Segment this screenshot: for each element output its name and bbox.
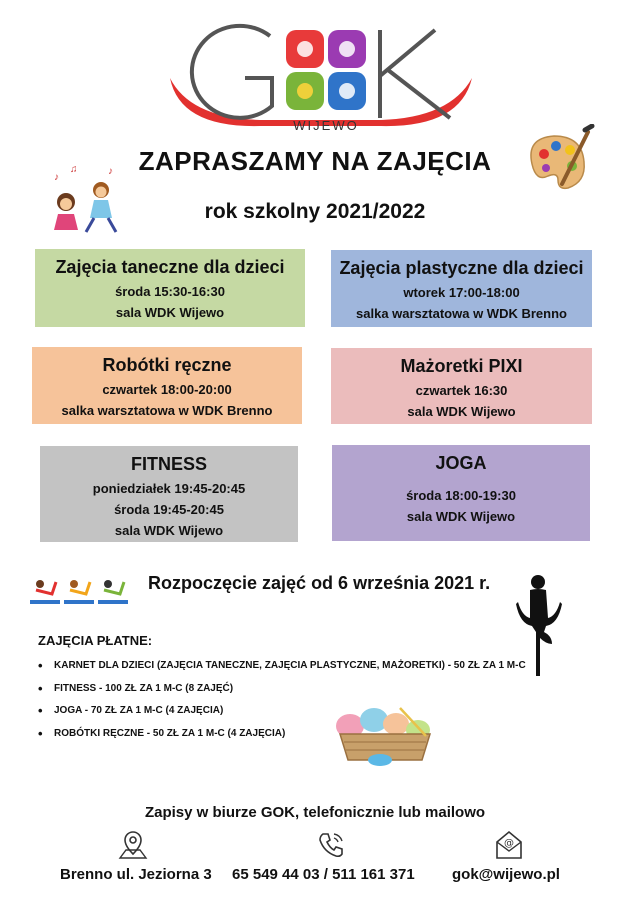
gok-logo bbox=[150, 18, 490, 133]
start-date-notice: Rozpoczęcie zajęć od 6 września 2021 r. bbox=[148, 573, 491, 593]
class-card-dance bbox=[35, 249, 305, 327]
class-place: sala WDK Wijewo bbox=[407, 404, 516, 419]
svg-text:@: @ bbox=[504, 838, 514, 849]
phone-icon bbox=[314, 828, 348, 862]
phone-number[interactable]: 65 549 44 03 / 511 161 371 bbox=[232, 866, 415, 883]
signup-info: Zapisy w biurze GOK, telefonicznie lub mailowo bbox=[144, 804, 486, 821]
logo-wordmark: WIJEWO bbox=[293, 118, 359, 133]
exercising-kids-illustration bbox=[30, 572, 130, 606]
list-item: • JOGA - 70 ZŁ ZA 1 M-C (4 ZAJĘCIA) bbox=[38, 700, 526, 723]
school-year: rok szkolny 2021/2022 bbox=[204, 200, 426, 223]
page-title: ZAPRASZAMY NA ZAJĘCIA bbox=[138, 146, 492, 176]
paid-classes-title: ZAJĘCIA PŁATNE: bbox=[38, 633, 153, 648]
address: Brenno ul. Jeziorna 3 bbox=[60, 866, 212, 883]
class-time: środa 15:30-16:30 bbox=[115, 284, 225, 299]
list-item: • KARNET DLA DZIECI (ZAJĘCIA TANECZNE, ZAJĘCIA PLASTYCZNE, MAŻORETKI) - 50 ZŁ ZA 1 M-C bbox=[38, 655, 526, 678]
class-time: czwartek 18:00-20:00 bbox=[102, 382, 232, 397]
class-name: JOGA bbox=[435, 453, 487, 473]
class-time: środa 19:45-20:45 bbox=[114, 502, 224, 517]
class-place: sala WDK Wijewo bbox=[114, 523, 224, 538]
class-name: Zajęcia taneczne dla dzieci bbox=[55, 257, 285, 277]
class-time: poniedziałek 19:45-20:45 bbox=[92, 481, 246, 496]
class-name: FITNESS bbox=[130, 454, 207, 474]
class-time: środa 18:00-19:30 bbox=[406, 488, 516, 503]
class-name: Mażoretki PIXI bbox=[400, 356, 523, 376]
email-address[interactable]: gok@wijewo.pl bbox=[452, 866, 560, 883]
svg-text:♪: ♪ bbox=[54, 172, 59, 183]
yarn-basket-illustration bbox=[330, 704, 440, 766]
class-place: sala WDK Wijewo bbox=[406, 509, 516, 524]
svg-text:♫: ♫ bbox=[70, 164, 78, 175]
logo-letter-k bbox=[380, 30, 450, 118]
logo-letter-g bbox=[192, 26, 272, 118]
paid-classes-list bbox=[38, 655, 526, 745]
list-item: • FITNESS - 100 ZŁ ZA 1 M-C (8 ZAJĘĆ) bbox=[38, 678, 526, 701]
class-name: Zajęcia plastyczne dla dzieci bbox=[339, 258, 584, 278]
class-place: salka warsztatowa w WDK Brenno bbox=[61, 403, 273, 418]
class-card-fitness bbox=[40, 446, 298, 542]
email-icon bbox=[492, 828, 526, 862]
class-card-handcraft bbox=[32, 347, 302, 424]
class-card-yoga bbox=[332, 445, 590, 541]
class-place: salka warsztatowa w WDK Brenno bbox=[356, 306, 567, 321]
class-time: wtorek 17:00-18:00 bbox=[403, 285, 520, 300]
list-item: • ROBÓTKI RĘCZNE - 50 ZŁ ZA 1 M-C (4 ZAJĘCIA) bbox=[38, 723, 526, 746]
class-card-art bbox=[331, 250, 592, 327]
class-place: sala WDK Wijewo bbox=[115, 305, 225, 320]
class-card-majorettes bbox=[331, 348, 592, 424]
class-time: czwartek 16:30 bbox=[415, 383, 508, 398]
map-pin-icon bbox=[116, 828, 150, 862]
svg-text:♪: ♪ bbox=[108, 166, 113, 177]
class-name: Robótki ręczne bbox=[102, 355, 232, 375]
